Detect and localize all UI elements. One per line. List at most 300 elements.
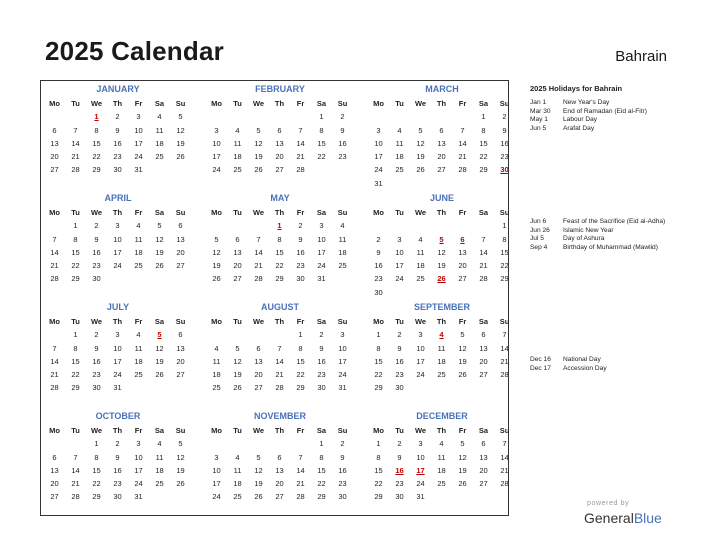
day-cell: 19 bbox=[155, 356, 164, 366]
day-cell: 28 bbox=[254, 274, 263, 284]
brand-logo[interactable] bbox=[584, 510, 662, 526]
month-name: APRIL bbox=[104, 193, 132, 203]
empty-day-cell bbox=[290, 437, 311, 450]
day-cell: 24 bbox=[134, 479, 143, 489]
month-name: NOVEMBER bbox=[253, 411, 306, 421]
holiday-day-cell: 5 bbox=[157, 330, 162, 340]
day-cell: 17 bbox=[212, 152, 221, 162]
day-cell: 16 bbox=[113, 138, 122, 148]
day-cell: 11 bbox=[338, 234, 347, 244]
day-cell: 21 bbox=[71, 152, 80, 162]
day-cell: 28 bbox=[296, 165, 305, 175]
day-cell: 2 bbox=[298, 221, 303, 231]
weekday-header: Fr bbox=[296, 99, 305, 108]
day-cell: 29 bbox=[71, 274, 80, 284]
day-cell: 6 bbox=[481, 330, 486, 340]
day-cell: 25 bbox=[338, 261, 347, 271]
day-cell: 18 bbox=[395, 152, 404, 162]
day-cell: 10 bbox=[134, 125, 143, 135]
weekday-header: Fr bbox=[134, 208, 143, 217]
day-cell: 22 bbox=[317, 152, 326, 162]
weekday-header: Tu bbox=[71, 426, 80, 435]
day-cell: 11 bbox=[134, 234, 143, 244]
weekday-header: Fr bbox=[134, 317, 143, 326]
weekday-header: Su bbox=[337, 208, 348, 217]
day-cell: 4 bbox=[439, 439, 444, 449]
day-cell: 10 bbox=[395, 247, 404, 257]
weekday-header: We bbox=[90, 99, 103, 108]
day-cell: 29 bbox=[479, 165, 488, 175]
day-cell: 7 bbox=[502, 330, 507, 340]
day-cell: 3 bbox=[319, 221, 324, 231]
day-cell: 4 bbox=[214, 343, 219, 353]
day-cell: 24 bbox=[395, 274, 404, 284]
day-cell: 28 bbox=[50, 274, 59, 284]
day-cell: 11 bbox=[437, 343, 446, 353]
day-cell: 24 bbox=[416, 479, 425, 489]
day-cell: 31 bbox=[134, 165, 143, 175]
day-cell: 23 bbox=[296, 261, 305, 271]
day-cell: 24 bbox=[212, 492, 221, 502]
weekday-header: Tu bbox=[395, 99, 404, 108]
day-cell: 20 bbox=[50, 479, 59, 489]
holiday-date: Mar 30 bbox=[530, 107, 551, 115]
day-cell: 15 bbox=[71, 247, 80, 257]
day-cell: 15 bbox=[374, 465, 383, 475]
day-cell: 13 bbox=[479, 452, 488, 462]
day-cell: 8 bbox=[94, 452, 99, 462]
weekday-header: Sa bbox=[154, 317, 165, 326]
day-cell: 1 bbox=[502, 221, 507, 231]
day-cell: 8 bbox=[319, 125, 324, 135]
weekday-header: Su bbox=[337, 426, 348, 435]
weekday-header: Fr bbox=[458, 208, 467, 217]
empty-day-cell bbox=[248, 437, 269, 450]
day-cell: 25 bbox=[155, 479, 164, 489]
day-cell: 18 bbox=[437, 465, 446, 475]
weekday-header: Sa bbox=[154, 208, 165, 217]
empty-day-cell bbox=[44, 328, 65, 341]
weekday-header: Th bbox=[436, 208, 447, 217]
day-cell: 9 bbox=[340, 452, 345, 462]
holiday-row bbox=[530, 235, 680, 244]
weekday-header: Sa bbox=[316, 317, 327, 326]
day-cell: 12 bbox=[416, 138, 425, 148]
month-march bbox=[368, 81, 516, 190]
day-cell: 8 bbox=[376, 452, 381, 462]
weekday-header: Su bbox=[175, 317, 186, 326]
weekday-header: Tu bbox=[395, 426, 404, 435]
day-cell: 15 bbox=[71, 356, 80, 366]
month-name: FEBRUARY bbox=[255, 84, 305, 94]
weekday-header: Th bbox=[112, 317, 123, 326]
day-cell: 29 bbox=[92, 165, 101, 175]
weekday-header: Mo bbox=[49, 426, 60, 435]
weekday-header: We bbox=[414, 99, 427, 108]
day-cell: 9 bbox=[376, 247, 381, 257]
day-cell: 11 bbox=[155, 452, 164, 462]
day-cell: 14 bbox=[500, 343, 509, 353]
day-cell: 4 bbox=[340, 221, 345, 231]
day-cell: 21 bbox=[296, 479, 305, 489]
day-cell: 6 bbox=[235, 234, 240, 244]
day-cell: 5 bbox=[256, 452, 261, 462]
day-cell: 3 bbox=[376, 125, 381, 135]
day-cell: 17 bbox=[317, 247, 326, 257]
holiday-day-cell: 30 bbox=[500, 165, 509, 175]
weekday-header: We bbox=[252, 208, 265, 217]
weekday-header: Mo bbox=[49, 99, 60, 108]
day-cell: 27 bbox=[50, 492, 59, 502]
weekday-header: Th bbox=[274, 99, 285, 108]
month-june bbox=[368, 190, 516, 299]
day-cell: 13 bbox=[50, 465, 59, 475]
day-cell: 12 bbox=[254, 138, 263, 148]
day-cell: 14 bbox=[50, 247, 59, 257]
day-cell: 3 bbox=[214, 125, 219, 135]
day-cell: 8 bbox=[94, 125, 99, 135]
day-cell: 3 bbox=[340, 330, 345, 340]
day-cell: 15 bbox=[296, 356, 305, 366]
powered-by-label: powered by bbox=[587, 500, 630, 507]
day-cell: 29 bbox=[374, 492, 383, 502]
day-cell: 19 bbox=[254, 479, 263, 489]
day-cell: 31 bbox=[338, 383, 347, 393]
weekday-header: Mo bbox=[373, 208, 384, 217]
day-cell: 5 bbox=[157, 221, 162, 231]
day-cell: 2 bbox=[397, 330, 402, 340]
day-cell: 18 bbox=[233, 152, 242, 162]
holiday-row bbox=[530, 125, 680, 134]
day-cell: 30 bbox=[395, 383, 404, 393]
day-cell: 24 bbox=[113, 370, 122, 380]
holiday-row bbox=[530, 218, 680, 227]
weekday-header: Tu bbox=[71, 99, 80, 108]
holiday-name: Feast of the Sacrifice (Eid al-Adha) bbox=[563, 218, 666, 225]
day-cell: 10 bbox=[416, 343, 425, 353]
weekday-header: We bbox=[414, 426, 427, 435]
day-cell: 20 bbox=[479, 465, 488, 475]
day-cell: 19 bbox=[458, 356, 467, 366]
day-cell: 9 bbox=[502, 125, 507, 135]
weekday-header: Sa bbox=[478, 208, 489, 217]
day-cell: 15 bbox=[275, 247, 284, 257]
day-cell: 10 bbox=[113, 343, 122, 353]
day-cell: 22 bbox=[71, 261, 80, 271]
weekday-header: Su bbox=[337, 317, 348, 326]
day-cell: 3 bbox=[418, 330, 423, 340]
day-cell: 15 bbox=[479, 138, 488, 148]
empty-day-cell bbox=[290, 110, 311, 123]
day-cell: 27 bbox=[479, 479, 488, 489]
day-cell: 30 bbox=[92, 274, 101, 284]
day-cell: 25 bbox=[416, 274, 425, 284]
holiday-name: Arafat Day bbox=[563, 124, 595, 132]
empty-day-cell bbox=[227, 437, 248, 450]
weekday-header: Tu bbox=[233, 208, 242, 217]
day-cell: 1 bbox=[376, 330, 381, 340]
day-cell: 21 bbox=[50, 370, 59, 380]
day-cell: 25 bbox=[233, 492, 242, 502]
day-cell: 28 bbox=[458, 165, 467, 175]
day-cell: 22 bbox=[92, 152, 101, 162]
day-cell: 24 bbox=[416, 370, 425, 380]
day-cell: 30 bbox=[113, 492, 122, 502]
day-cell: 7 bbox=[277, 343, 282, 353]
month-days-grid bbox=[368, 315, 516, 395]
day-cell: 7 bbox=[502, 439, 507, 449]
month-april bbox=[44, 190, 192, 286]
day-cell: 3 bbox=[136, 112, 141, 122]
day-cell: 10 bbox=[212, 465, 221, 475]
day-cell: 16 bbox=[296, 247, 305, 257]
month-days-grid bbox=[44, 424, 192, 504]
day-cell: 30 bbox=[395, 492, 404, 502]
day-cell: 30 bbox=[113, 165, 122, 175]
day-cell: 29 bbox=[71, 383, 80, 393]
holiday-day-cell: 1 bbox=[277, 221, 282, 231]
day-cell: 2 bbox=[397, 439, 402, 449]
day-cell: 6 bbox=[277, 125, 282, 135]
month-may bbox=[206, 190, 354, 286]
weekday-header: Tu bbox=[395, 317, 404, 326]
empty-day-cell bbox=[248, 219, 269, 232]
day-cell: 17 bbox=[416, 356, 425, 366]
month-days-grid bbox=[44, 206, 192, 286]
day-cell: 26 bbox=[254, 492, 263, 502]
empty-day-cell bbox=[431, 219, 452, 232]
page-title: 2025 Calendar bbox=[45, 36, 224, 66]
day-cell: 14 bbox=[275, 356, 284, 366]
day-cell: 18 bbox=[134, 356, 143, 366]
day-cell: 29 bbox=[92, 492, 101, 502]
weekday-header: Tu bbox=[71, 208, 80, 217]
day-cell: 10 bbox=[374, 138, 383, 148]
day-cell: 2 bbox=[340, 112, 345, 122]
month-name: AUGUST bbox=[261, 302, 299, 312]
day-cell: 9 bbox=[397, 343, 402, 353]
day-cell: 23 bbox=[113, 152, 122, 162]
day-cell: 8 bbox=[298, 343, 303, 353]
empty-day-cell bbox=[389, 219, 410, 232]
weekday-header: Th bbox=[274, 426, 285, 435]
day-cell: 19 bbox=[176, 465, 185, 475]
weekday-header: Sa bbox=[478, 317, 489, 326]
weekday-header: Mo bbox=[211, 426, 222, 435]
empty-day-cell bbox=[389, 110, 410, 123]
day-cell: 28 bbox=[500, 479, 509, 489]
day-cell: 13 bbox=[458, 247, 467, 257]
day-cell: 3 bbox=[418, 439, 423, 449]
day-cell: 4 bbox=[397, 125, 402, 135]
day-cell: 7 bbox=[256, 234, 261, 244]
day-cell: 23 bbox=[500, 152, 509, 162]
day-cell: 13 bbox=[233, 247, 242, 257]
weekday-header: Fr bbox=[458, 99, 467, 108]
day-cell: 1 bbox=[73, 221, 78, 231]
day-cell: 12 bbox=[437, 247, 446, 257]
weekday-header: Su bbox=[499, 317, 510, 326]
day-cell: 6 bbox=[178, 221, 183, 231]
day-cell: 2 bbox=[94, 330, 99, 340]
empty-day-cell bbox=[227, 328, 248, 341]
holiday-day-cell: 17 bbox=[416, 465, 425, 475]
day-cell: 27 bbox=[254, 383, 263, 393]
month-name: JULY bbox=[106, 302, 130, 312]
day-cell: 13 bbox=[479, 343, 488, 353]
day-cell: 11 bbox=[155, 125, 164, 135]
day-cell: 24 bbox=[113, 261, 122, 271]
day-cell: 14 bbox=[71, 465, 80, 475]
weekday-header: Tu bbox=[233, 426, 242, 435]
weekday-header: Su bbox=[175, 426, 186, 435]
holiday-name: Birthday of Muhammad (Mawlid) bbox=[563, 243, 658, 251]
empty-day-cell bbox=[206, 219, 227, 232]
day-cell: 14 bbox=[500, 452, 509, 462]
holiday-row bbox=[530, 116, 680, 125]
day-cell: 23 bbox=[338, 479, 347, 489]
day-cell: 12 bbox=[176, 452, 185, 462]
month-days-grid bbox=[206, 424, 354, 504]
day-cell: 27 bbox=[233, 274, 242, 284]
day-cell: 20 bbox=[458, 261, 467, 271]
weekday-header: Sa bbox=[154, 99, 165, 108]
day-cell: 6 bbox=[52, 125, 57, 135]
day-cell: 13 bbox=[176, 343, 185, 353]
day-cell: 1 bbox=[319, 112, 324, 122]
holiday-name: New Year's Day bbox=[563, 99, 610, 106]
brand-general: General bbox=[584, 510, 634, 526]
holiday-name: Day of Ashura bbox=[563, 235, 605, 242]
day-cell: 15 bbox=[500, 247, 509, 257]
weekday-header: Tu bbox=[395, 208, 404, 217]
day-cell: 13 bbox=[176, 234, 185, 244]
day-cell: 7 bbox=[481, 234, 486, 244]
day-cell: 2 bbox=[502, 112, 507, 122]
day-cell: 6 bbox=[481, 439, 486, 449]
month-october bbox=[44, 408, 192, 504]
day-cell: 2 bbox=[115, 439, 120, 449]
empty-day-cell bbox=[65, 110, 86, 123]
month-name: MARCH bbox=[425, 84, 459, 94]
day-cell: 13 bbox=[437, 138, 446, 148]
day-cell: 24 bbox=[374, 165, 383, 175]
day-cell: 18 bbox=[155, 465, 164, 475]
weekday-header: Th bbox=[436, 317, 447, 326]
day-cell: 1 bbox=[481, 112, 486, 122]
day-cell: 3 bbox=[115, 330, 120, 340]
month-january bbox=[44, 81, 192, 177]
holiday-row bbox=[530, 365, 680, 374]
day-cell: 19 bbox=[458, 465, 467, 475]
weekday-header: Tu bbox=[71, 317, 80, 326]
day-cell: 17 bbox=[113, 247, 122, 257]
holiday-day-cell: 4 bbox=[439, 330, 444, 340]
day-cell: 14 bbox=[458, 138, 467, 148]
holiday-group-q4 bbox=[530, 356, 680, 373]
day-cell: 29 bbox=[500, 274, 509, 284]
day-cell: 26 bbox=[458, 370, 467, 380]
holidays-panel bbox=[530, 84, 680, 372]
day-cell: 23 bbox=[113, 479, 122, 489]
weekday-header: We bbox=[414, 208, 427, 217]
empty-day-cell bbox=[206, 328, 227, 341]
day-cell: 1 bbox=[73, 330, 78, 340]
weekday-header: Th bbox=[436, 99, 447, 108]
day-cell: 13 bbox=[50, 138, 59, 148]
day-cell: 17 bbox=[212, 479, 221, 489]
day-cell: 22 bbox=[500, 261, 509, 271]
day-cell: 4 bbox=[136, 330, 141, 340]
day-cell: 27 bbox=[50, 165, 59, 175]
day-cell: 19 bbox=[254, 152, 263, 162]
day-cell: 23 bbox=[92, 261, 101, 271]
empty-day-cell bbox=[473, 219, 494, 232]
day-cell: 1 bbox=[94, 439, 99, 449]
month-name: OCTOBER bbox=[95, 411, 141, 421]
day-cell: 17 bbox=[134, 465, 143, 475]
day-cell: 20 bbox=[176, 247, 185, 257]
day-cell: 13 bbox=[275, 465, 284, 475]
month-days-grid bbox=[368, 206, 516, 299]
month-september bbox=[368, 299, 516, 395]
weekday-header: Sa bbox=[478, 426, 489, 435]
day-cell: 7 bbox=[52, 234, 57, 244]
day-cell: 10 bbox=[212, 138, 221, 148]
weekday-header: Su bbox=[337, 99, 348, 108]
empty-day-cell bbox=[410, 110, 431, 123]
holiday-date: May 1 bbox=[530, 116, 548, 123]
day-cell: 24 bbox=[338, 370, 347, 380]
day-cell: 7 bbox=[73, 125, 78, 135]
day-cell: 12 bbox=[233, 356, 242, 366]
day-cell: 17 bbox=[395, 261, 404, 271]
day-cell: 9 bbox=[340, 125, 345, 135]
month-days-grid bbox=[206, 97, 354, 177]
month-days-grid bbox=[368, 97, 516, 190]
day-cell: 11 bbox=[134, 343, 143, 353]
holiday-name: Labour Day bbox=[563, 116, 598, 123]
day-cell: 29 bbox=[296, 383, 305, 393]
month-name: JANUARY bbox=[96, 84, 140, 94]
day-cell: 14 bbox=[296, 138, 305, 148]
day-cell: 30 bbox=[296, 274, 305, 284]
day-cell: 18 bbox=[155, 138, 164, 148]
holiday-name: End of Ramadan (Eid al-Fitr) bbox=[563, 107, 647, 115]
day-cell: 21 bbox=[500, 356, 509, 366]
day-cell: 18 bbox=[212, 370, 221, 380]
day-cell: 3 bbox=[115, 221, 120, 231]
brand-blue: Blue bbox=[633, 510, 662, 526]
weekday-header: We bbox=[90, 426, 103, 435]
day-cell: 5 bbox=[178, 112, 183, 122]
weekday-header: Fr bbox=[458, 317, 467, 326]
day-cell: 5 bbox=[235, 343, 240, 353]
empty-day-cell bbox=[368, 219, 389, 232]
day-cell: 9 bbox=[319, 343, 324, 353]
weekday-header: We bbox=[252, 317, 265, 326]
holiday-day-cell: 5 bbox=[439, 234, 444, 244]
day-cell: 30 bbox=[317, 383, 326, 393]
empty-day-cell bbox=[206, 110, 227, 123]
day-cell: 8 bbox=[73, 234, 78, 244]
weekday-header: Tu bbox=[233, 99, 242, 108]
weekday-header: Su bbox=[499, 426, 510, 435]
weekday-header: Th bbox=[112, 426, 123, 435]
day-cell: 9 bbox=[397, 452, 402, 462]
day-cell: 4 bbox=[157, 112, 162, 122]
day-cell: 20 bbox=[275, 152, 284, 162]
